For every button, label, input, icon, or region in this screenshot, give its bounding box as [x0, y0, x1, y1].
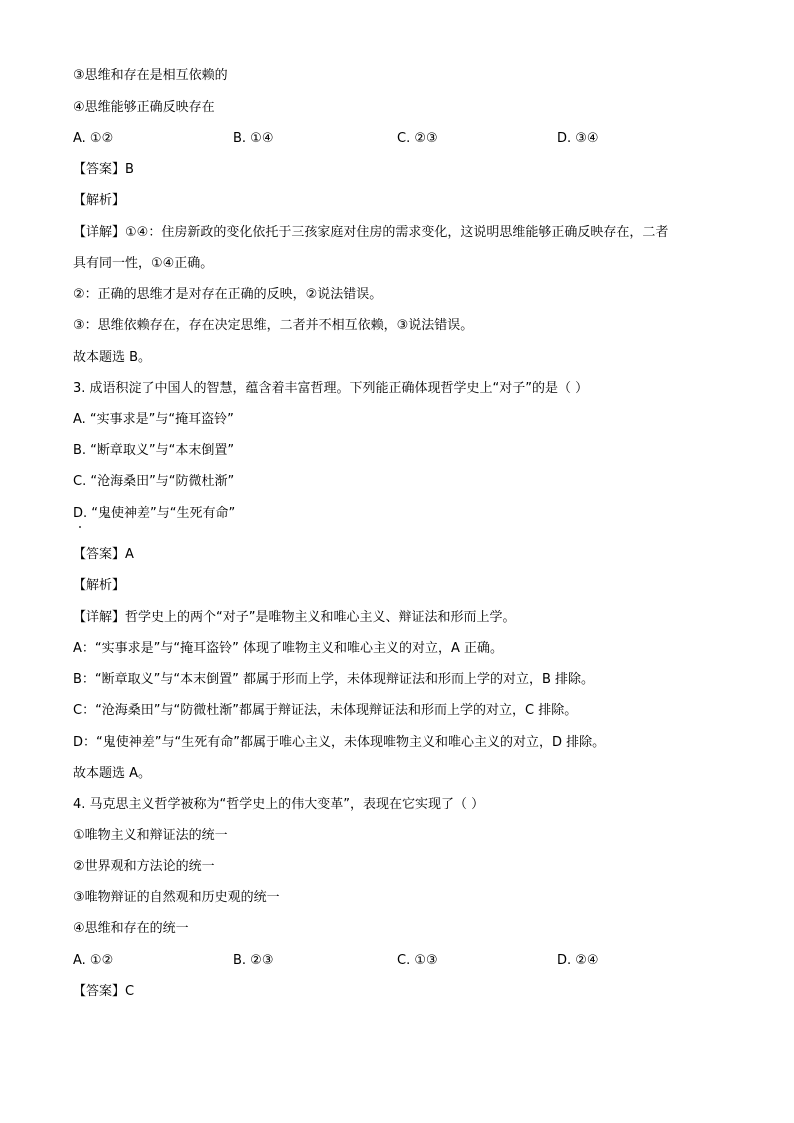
q2-choice-c: C. ②③ [397, 131, 438, 146]
q2-choices [73, 130, 733, 148]
q3-conclusion: 故本题选 A。 [73, 766, 152, 781]
q3-analysis-tag: 【解析】 [73, 578, 126, 593]
q2-detail-line-3: ③：思维依赖存在，存在决定思维，二者并不相互依赖，③说法错误。 [73, 318, 474, 333]
q4-stem: 4. 马克思主义哲学被称为“哲学史上的伟大变革”，表现在它实现了（ ） [73, 797, 485, 812]
answer-value: A [125, 547, 134, 562]
q3-option-d: D. “鬼使神差”与“生死有命” [73, 506, 236, 521]
q2-choice-a: A. ①② [73, 131, 114, 146]
detail-text: 哲学史上的两个“对子”是唯物主义和唯心主义、辩证法和形而上学。 [125, 610, 516, 625]
detail-text: ①④：住房新政的变化依托于三孩家庭对住房的需求变化，这说明思维能够正确反映存在，二者 [125, 225, 669, 240]
q3-detail-b: B：“断章取义”与“本末倒置” 都属于形而上学，未体现辩证法和形而上学的对立，B 排除。 [73, 672, 595, 687]
answer-tag: 【答案】 [73, 984, 126, 999]
q2-detail-line-2: ②：正确的思维才是对存在正确的反映，②说法错误。 [73, 287, 383, 302]
q2-conclusion: 故本题选 B。 [73, 350, 152, 365]
stray-dot [79, 526, 81, 528]
q2-detail-line-1 [73, 224, 668, 242]
q4-choice-c: C. ①③ [397, 953, 438, 968]
q4-statement-3: ③唯物辩证的自然观和历史观的统一 [73, 890, 280, 905]
q4-choice-a: A. ①② [73, 953, 114, 968]
q3-option-c: C. “沧海桑田”与“防微杜渐” [73, 474, 235, 489]
q2-detail-line-1b: 具有同一性，①④正确。 [73, 256, 214, 271]
q4-statement-1: ①唯物主义和辩证法的统一 [73, 828, 228, 843]
q2-answer [73, 161, 134, 179]
q2-statement-3: ③思维和存在是相互依赖的 [73, 68, 228, 83]
q3-detail-d: D：“鬼使神差”与“生死有命”都属于唯心主义，未体现唯物主义和唯心主义的对立，D 排除。 [73, 735, 606, 750]
q2-statement-4: ④思维能够正确反映存在 [73, 100, 215, 115]
answer-tag: 【答案】 [73, 547, 126, 562]
q4-statement-2: ②世界观和方法论的统一 [73, 859, 215, 874]
q3-stem: 3. 成语积淀了中国人的智慧，蕴含着丰富哲理。下列能正确体现哲学史上“对子”的是（ ） [73, 381, 589, 396]
q2-analysis-tag: 【解析】 [73, 193, 126, 208]
q3-detail-c: C：“沧海桑田”与“防微杜渐”都属于辩证法，未体现辩证法和形而上学的对立，C 排除。 [73, 703, 578, 718]
answer-tag: 【答案】 [73, 162, 126, 177]
q4-choice-b: B. ②③ [233, 953, 274, 968]
q4-choices [73, 952, 733, 970]
detail-tag: 【详解】 [73, 610, 126, 625]
q4-choice-d: D. ②④ [557, 953, 599, 968]
q3-option-b: B. “断章取义”与“本末倒置” [73, 443, 235, 458]
q2-choice-d: D. ③④ [557, 131, 599, 146]
q3-option-a: A. “实事求是”与“掩耳盗铃” [73, 412, 234, 427]
answer-value: B [125, 162, 134, 177]
q3-detail-intro [73, 609, 516, 627]
q4-answer [73, 983, 134, 1001]
q2-choice-b: B. ①④ [233, 131, 274, 146]
q3-detail-a: A：“实事求是”与“掩耳盗铃” 体现了唯物主义和唯心主义的对立，A 正确。 [73, 641, 503, 656]
q4-statement-4: ④思维和存在的统一 [73, 921, 189, 936]
q3-answer [73, 546, 134, 564]
detail-tag: 【详解】 [73, 225, 126, 240]
answer-value: C [125, 984, 135, 999]
